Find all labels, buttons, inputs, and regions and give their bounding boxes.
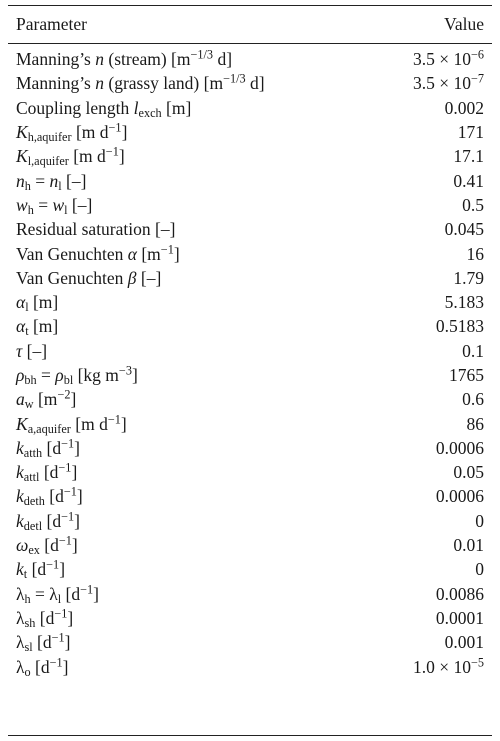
value-cell: 0: [475, 559, 484, 580]
header-value: Value: [444, 14, 484, 34]
table-row: [16, 630, 484, 654]
parameter-cell: $k_{detl}$ $[d^{-1}]$: [16, 509, 80, 533]
value-cell: 5.183: [444, 292, 484, 313]
table-row: [16, 266, 484, 290]
value-cell: 0.05: [453, 462, 484, 483]
value-cell: 0.0006: [435, 486, 484, 507]
table-row: [16, 460, 484, 484]
value-cell: 0.5183: [435, 316, 484, 337]
parameter-cell: $k_{attl}$ $[d^{-1}]$: [16, 460, 78, 485]
table-row: [16, 582, 484, 606]
value-cell: 0.5: [462, 194, 484, 215]
table-row: [16, 387, 484, 411]
parameter-cell: $k_{deth}$ $[d^{-1}]$: [16, 484, 83, 509]
value-cell: 0.045: [444, 219, 484, 240]
value-cell: $3.5 \times 10^{-7}$: [412, 71, 484, 94]
value-cell: $3.5 \times 10^{-6}$: [412, 47, 484, 70]
parameter-cell: $w_h = w_l$ [–]: [16, 194, 93, 217]
value-cell: 1.79: [453, 267, 484, 288]
table-row: [16, 290, 484, 314]
parameter-cell: $k_{atth}$ $[d^{-1}]$: [16, 436, 80, 460]
table-row: [16, 168, 484, 192]
value-cell: 0.0006: [435, 437, 484, 458]
parameter-cell: $\lambda_o$ $[d^{-1}]$: [16, 654, 69, 679]
parameter-cell: $\lambda_{sh}$ $[d^{-1}]$: [16, 606, 74, 631]
parameter-cell: Manning’s n (grassy land) [$m^{-1/3}$ d]: [16, 71, 265, 94]
bottom-rule: [8, 735, 492, 736]
parameter-cell: $\lambda_{sl}$ $[d^{-1}]$: [16, 630, 71, 655]
table-row: [16, 484, 484, 508]
value-cell: 0: [475, 510, 484, 531]
parameter-cell: $K_{a,aquifer}$ [m $d^{-1}$]: [16, 411, 127, 436]
parameter-cell: Van Genuchten α $[m^{-1}]$: [16, 241, 180, 264]
parameter-cell: $k_t$ $[d^{-1}]$: [16, 557, 66, 582]
table-header: [16, 6, 484, 43]
table-row: [16, 557, 484, 581]
table-row: [16, 144, 484, 168]
parameter-cell: $\lambda_h = \lambda_l$ $[d^{-1}]$: [16, 581, 99, 606]
value-cell: 0.41: [453, 170, 484, 191]
table-row: [16, 193, 484, 217]
parameter-cell: Manning’s n (stream) [$m^{-1/3}$ d]: [16, 47, 233, 70]
table-row: [16, 363, 484, 387]
table-row: [16, 339, 484, 363]
value-cell: 171: [457, 122, 484, 143]
table-row: [16, 606, 484, 630]
table-row: [16, 533, 484, 557]
parameter-cell: $K_{l,aquifer}$ [m $d^{-1}$]: [16, 144, 125, 169]
table-row: [16, 217, 484, 241]
table-row: [16, 436, 484, 460]
value-cell: 0.002: [444, 97, 484, 118]
parameter-cell: $K_{h,aquifer}$ [m $d^{-1}$]: [16, 120, 128, 145]
value-cell: 0.0086: [435, 583, 484, 604]
table-row: [16, 509, 484, 533]
parameter-cell: $\alpha_t$ [m]: [16, 316, 59, 339]
value-cell: 86: [466, 413, 484, 434]
parameter-cell: τ [–]: [16, 340, 48, 361]
table-body: [16, 47, 484, 679]
table-row: [16, 654, 484, 678]
value-cell: 0.1: [462, 340, 484, 361]
parameter-cell: $\rho_{bh} = \rho_{bl}$ [kg $m^{-3}$]: [16, 363, 138, 388]
header-parameter: Parameter: [16, 14, 87, 34]
value-cell: 16: [466, 243, 484, 264]
parameter-cell: Coupling length $l_{exch}$ [m]: [16, 97, 192, 120]
value-cell: 0.6: [462, 389, 484, 410]
value-cell: 1765: [449, 365, 484, 385]
parameter-cell: $n_h = n_l$ [–]: [16, 170, 87, 193]
parameter-cell: Residual saturation [–]: [16, 219, 176, 240]
table-row: [16, 47, 484, 71]
value-cell: 0.0001: [435, 607, 484, 628]
table-row: [16, 96, 484, 120]
parameter-cell: Van Genuchten β [–]: [16, 267, 162, 288]
value-cell: $1.0 \times 10^{-5}$: [412, 654, 484, 677]
value-cell: 0.01: [453, 535, 484, 556]
value-cell: 17.1: [453, 146, 484, 167]
parameter-cell: $\omega_{ex}$ $[d^{-1}]$: [16, 533, 78, 558]
table-row: [16, 241, 484, 265]
table-row: [16, 71, 484, 95]
header-rule: [8, 43, 492, 44]
table-row: [16, 120, 484, 144]
table-row: [16, 411, 484, 435]
parameter-cell: $\alpha_l$ [m]: [16, 292, 59, 315]
parameter-cell: $a_w$ $[m^{-2}]$: [16, 387, 77, 412]
table-row: [16, 314, 484, 338]
value-cell: 0.001: [444, 632, 484, 653]
